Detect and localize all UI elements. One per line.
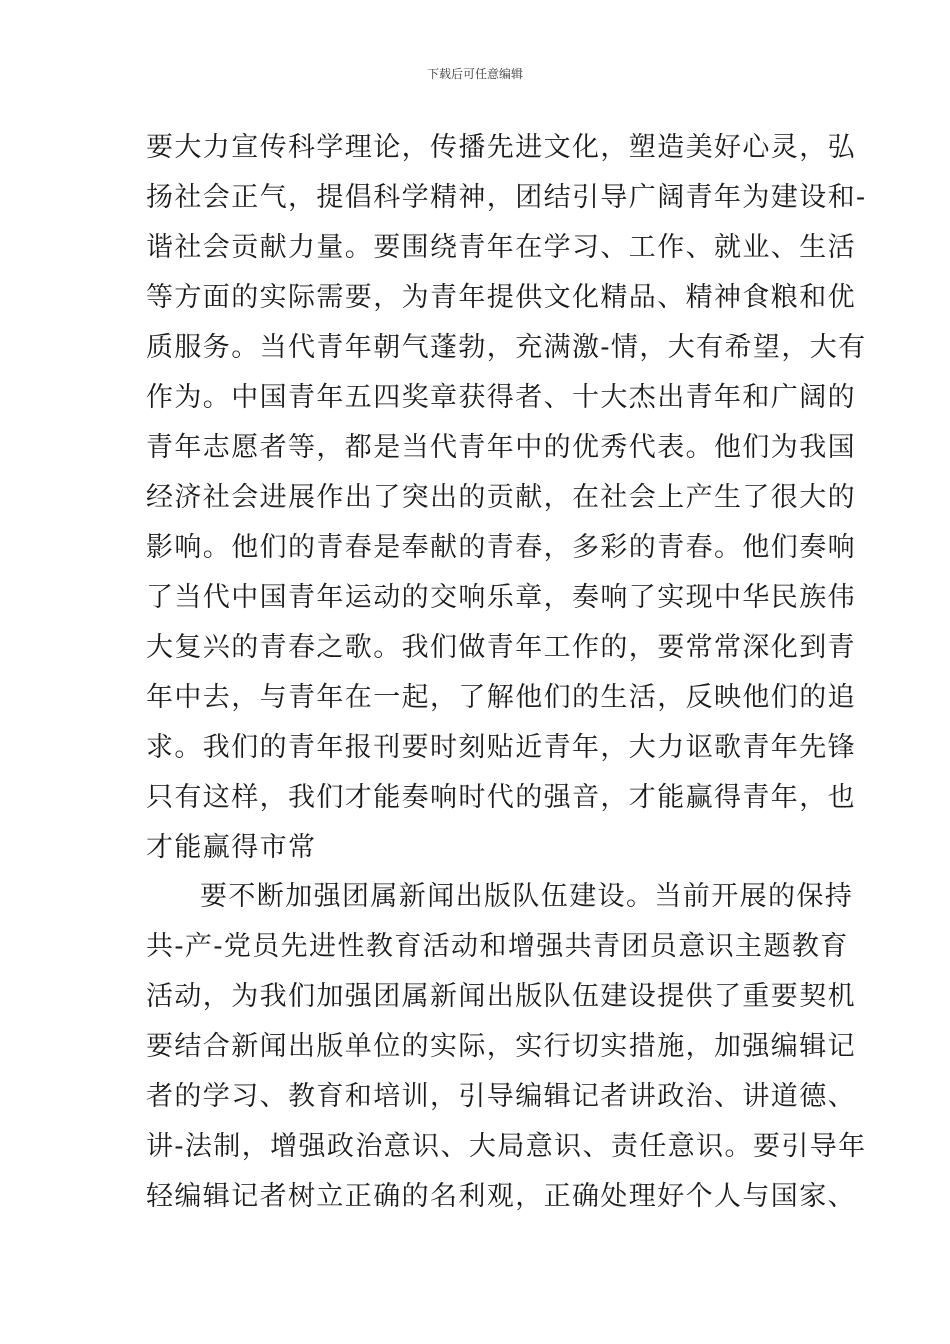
text-line: 讲-法制，增强政治意识、大局意识、责任意识。要引导年 — [146, 1131, 867, 1162]
text-line: 求。我们的青年报刊要时刻贴近青年，大力讴歌青年先锋 — [146, 732, 856, 763]
text-line: 了当代中国青年运动的交响乐章，奏响了实现中华民族伟 — [146, 582, 856, 613]
text-line: 才能赢得市常 — [146, 832, 317, 863]
text-line: 影响。他们的青春是奉献的青春，多彩的青春。他们奏响 — [146, 532, 856, 563]
text-line: 共-产-党员先进性教育活动和增强共青团员意识主题教育 — [146, 931, 849, 962]
text-line: 活动，为我们加强团属新闻出版队伍建设提供了重要契机 — [146, 981, 856, 1012]
text-line: 轻编辑记者树立正确的名利观，正确处理好个人与国家、 — [146, 1181, 856, 1212]
text-line: 青年志愿者等，都是当代青年中的优秀代表。他们为我国 — [146, 432, 856, 463]
text-line: 要大力宣传科学理论，传播先进文化，塑造美好心灵，弘 — [146, 132, 856, 163]
page-header: 下载后可任意编辑 — [426, 67, 523, 81]
text-line: 等方面的实际需要，为青年提供文化精品、精神食粮和优 — [146, 282, 856, 313]
text-line: 要不断加强团属新闻出版队伍建设。当前开展的保持 — [200, 881, 854, 912]
text-line: 扬社会正气，提倡科学精神，团结引导广阔青年为建设和- — [146, 182, 867, 213]
text-line: 要结合新闻出版单位的实际，实行切实措施，加强编辑记 — [146, 1031, 856, 1062]
text-line: 谐社会贡献力量。要围绕青年在学习、工作、就业、生活 — [146, 232, 856, 263]
text-line: 经济社会进展作出了突出的贡献，在社会上产生了很大的 — [146, 482, 856, 513]
text-line: 作为。中国青年五四奖章获得者、十大杰出青年和广阔的 — [146, 382, 856, 413]
text-line: 年中去，与青年在一起，了解他们的生活，反映他们的追 — [146, 682, 856, 713]
text-line: 大复兴的青春之歌。我们做青年工作的，要常常深化到青 — [146, 632, 856, 663]
text-line: 者的学习、教育和培训，引导编辑记者讲政治、讲道德、 — [146, 1081, 856, 1112]
text-line: 只有这样，我们才能奏响时代的强音，才能赢得青年，也 — [146, 782, 856, 813]
text-line: 质服务。当代青年朝气蓬勃，充满激-情，大有希望，大有 — [146, 332, 867, 363]
